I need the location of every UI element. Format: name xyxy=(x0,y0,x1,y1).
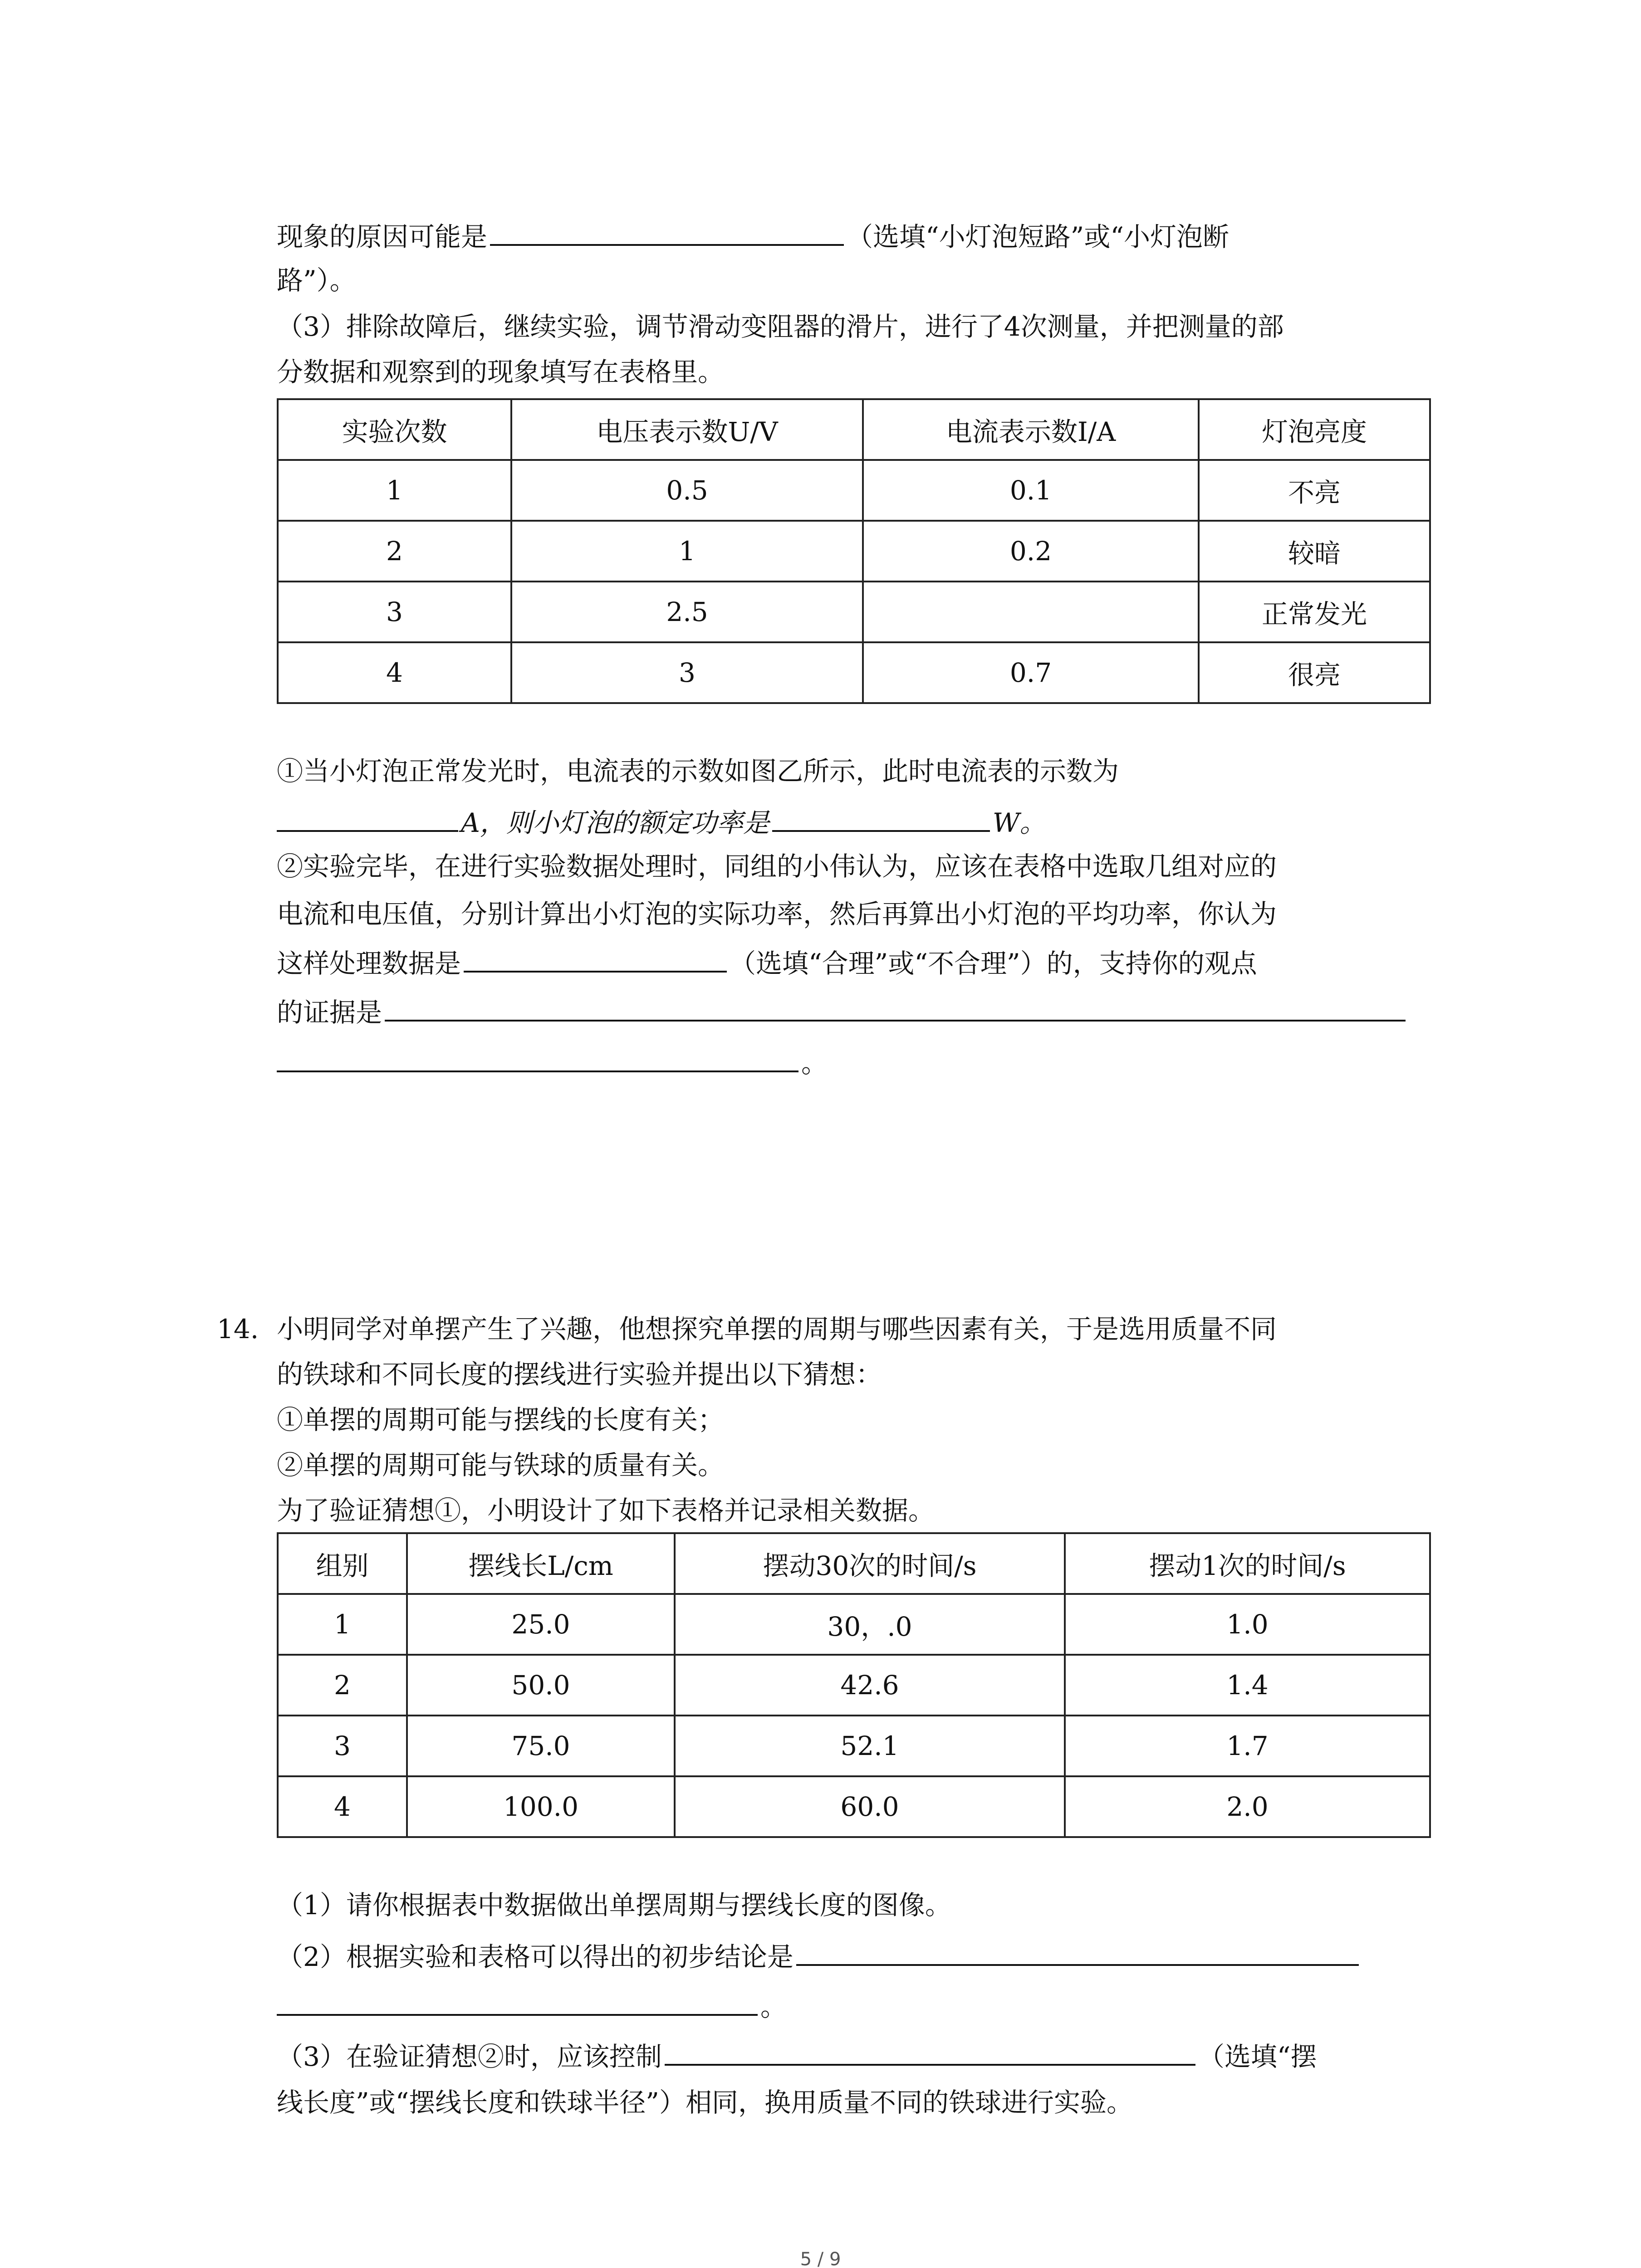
table-cell-empty[interactable] xyxy=(863,582,1199,642)
text-line xyxy=(277,803,1046,841)
text-line xyxy=(277,1043,828,1081)
table-cell: 1.4 xyxy=(1065,1655,1430,1716)
text: A，则小灯泡的额定功率是 xyxy=(461,807,769,838)
table-cell: 1 xyxy=(278,1594,407,1655)
table-header: 摆动1次的时间/s xyxy=(1065,1533,1430,1594)
text-line: 的铁球和不同长度的摆线进行实验并提出以下猜想： xyxy=(277,1359,882,1390)
table-cell: 0.7 xyxy=(863,642,1199,703)
answer-blank[interactable] xyxy=(385,992,1406,1022)
text-line: 小明同学对单摆产生了兴趣，他想探究单摆的周期与哪些因素有关，于是选用质量不同 xyxy=(277,1314,1277,1344)
text: W。 xyxy=(992,807,1046,838)
table-header: 电流表示数I/A xyxy=(863,399,1199,460)
table-cell: 2 xyxy=(278,1655,407,1716)
text-line xyxy=(277,943,1257,982)
table-cell: 30，.0 xyxy=(675,1594,1065,1655)
table-cell: 正常发光 xyxy=(1199,582,1430,642)
text: 的证据是 xyxy=(277,997,382,1028)
table-cell: 1.7 xyxy=(1065,1716,1430,1776)
table-cell: 3 xyxy=(511,642,863,703)
table-cell: 52.1 xyxy=(675,1716,1065,1776)
text-line: 线长度”或“摆线长度和铁球半径”）相同，换用质量不同的铁球进行实验。 xyxy=(277,2087,1133,2118)
text: （3）在验证猜想②时，应该控制 xyxy=(277,2041,662,2072)
text: 。 xyxy=(801,1048,828,1079)
table-cell: 0.2 xyxy=(863,521,1199,582)
table-header: 电压表示数U/V xyxy=(511,399,863,460)
table-row xyxy=(278,1716,1430,1776)
table-cell: 0.5 xyxy=(511,460,863,521)
table-cell: 较暗 xyxy=(1199,521,1430,582)
table-row xyxy=(278,1776,1430,1837)
answer-blank[interactable] xyxy=(277,803,458,832)
text-line: ①当小灯泡正常发光时，电流表的示数如图乙所示，此时电流表的示数为 xyxy=(277,756,1119,787)
measurement-table xyxy=(277,398,1431,704)
table-cell: 4 xyxy=(278,642,511,703)
table-cell: 1 xyxy=(511,521,863,582)
text-line: （1）请你根据表中数据做出单摆周期与摆线长度的图像。 xyxy=(277,1890,951,1921)
table-cell: 4 xyxy=(278,1776,407,1837)
text-line xyxy=(277,217,1229,255)
answer-blank[interactable] xyxy=(277,1043,798,1072)
pendulum-table xyxy=(277,1532,1431,1838)
table-header: 灯泡亮度 xyxy=(1199,399,1430,460)
table-row xyxy=(278,642,1430,703)
answer-blank[interactable] xyxy=(665,2037,1195,2066)
table-cell: 2 xyxy=(278,521,511,582)
text-line: 路”）。 xyxy=(277,265,356,296)
table-cell: 2.0 xyxy=(1065,1776,1430,1837)
text: 。 xyxy=(760,1991,787,2022)
text-line xyxy=(277,1987,787,2025)
table-cell: 60.0 xyxy=(675,1776,1065,1837)
table-header: 摆动30次的时间/s xyxy=(675,1533,1065,1594)
table-row xyxy=(278,1655,1430,1716)
table-cell: 3 xyxy=(278,582,511,642)
table-row xyxy=(278,460,1430,521)
answer-blank[interactable] xyxy=(796,1937,1359,1966)
table-cell: 不亮 xyxy=(1199,460,1430,521)
table-cell: 2.5 xyxy=(511,582,863,642)
table-header-row xyxy=(278,1533,1430,1594)
answer-blank[interactable] xyxy=(464,943,727,973)
table-header: 组别 xyxy=(278,1533,407,1594)
answer-blank[interactable] xyxy=(490,217,844,246)
text-line xyxy=(277,992,1408,1031)
table-row xyxy=(278,582,1430,642)
text-line: （3）排除故障后，继续实验，调节滑动变阻器的滑片，进行了4次测量，并把测量的部 xyxy=(277,311,1284,342)
table-row xyxy=(278,1594,1430,1655)
text-line: ①单摆的周期可能与摆线的长度有关； xyxy=(277,1404,725,1435)
table-cell: 很亮 xyxy=(1199,642,1430,703)
text: （选填“合理”或“不合理”）的，支持你的观点 xyxy=(730,948,1257,979)
text-line xyxy=(277,2037,1317,2075)
table-cell: 1.0 xyxy=(1065,1594,1430,1655)
table-header-row xyxy=(278,399,1430,460)
question-number: 14. xyxy=(217,1314,259,1344)
text: （2）根据实验和表格可以得出的初步结论是 xyxy=(277,1941,794,1972)
text-line: ②实验完毕，在进行实验数据处理时，同组的小伟认为，应该在表格中选取几组对应的 xyxy=(277,851,1277,882)
table-cell: 25.0 xyxy=(407,1594,675,1655)
table-cell: 75.0 xyxy=(407,1716,675,1776)
table-cell: 0.1 xyxy=(863,460,1199,521)
text: 这样处理数据是 xyxy=(277,948,461,979)
text-line: 分数据和观察到的现象填写在表格里。 xyxy=(277,357,725,387)
page-number: 5 / 9 xyxy=(800,2249,841,2268)
text-line xyxy=(277,1937,1362,1975)
table-row xyxy=(278,521,1430,582)
table-header: 摆线长L/cm xyxy=(407,1533,675,1594)
text: （选填“摆 xyxy=(1198,2041,1317,2072)
text: 现象的原因可能是 xyxy=(277,221,488,252)
table-cell: 1 xyxy=(278,460,511,521)
answer-blank[interactable] xyxy=(277,1987,758,2016)
text: （选填“小灯泡短路”或“小灯泡断 xyxy=(847,221,1229,252)
table-header: 实验次数 xyxy=(278,399,511,460)
text-line: ②单摆的周期可能与铁球的质量有关。 xyxy=(277,1450,725,1481)
text-line: 为了验证猜想①，小明设计了如下表格并记录相关数据。 xyxy=(277,1495,935,1526)
answer-blank[interactable] xyxy=(772,803,990,832)
table-cell: 50.0 xyxy=(407,1655,675,1716)
table-cell: 100.0 xyxy=(407,1776,675,1837)
table-cell: 42.6 xyxy=(675,1655,1065,1716)
text-line: 电流和电压值，分别计算出小灯泡的实际功率，然后再算出小灯泡的平均功率，你认为 xyxy=(277,899,1277,929)
table-cell: 3 xyxy=(278,1716,407,1776)
